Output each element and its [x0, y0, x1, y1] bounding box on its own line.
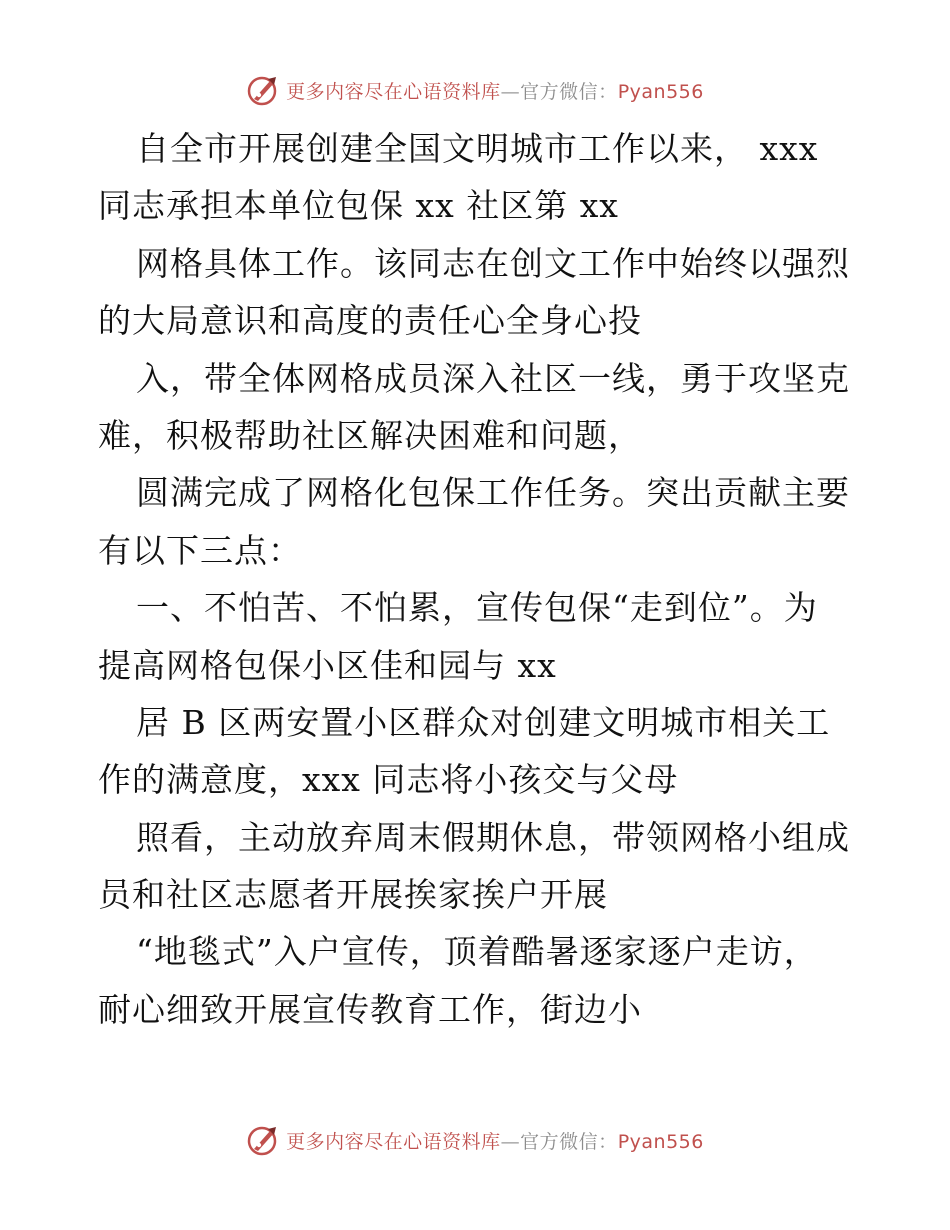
text-line: 网格具体工作。该同志在创文工作中始终以强烈 [136, 243, 850, 283]
banner-main-text: 更多内容尽在心语资料库 [286, 1130, 501, 1153]
quill-seal-icon [246, 1123, 280, 1157]
text-line: 照看，主动放弃周末假期休息，带领网格小组成 [136, 817, 850, 857]
banner-main-text: 更多内容尽在心语资料库 [286, 80, 501, 103]
banner-wechat-id: Pyan556 [617, 80, 704, 103]
banner-wechat-label: 官方微信： [520, 1130, 618, 1153]
text-line: 难，积极帮助社区解决困难和问题， [98, 415, 642, 455]
text-line: 员和社区志愿者开展挨家挨户开展 [98, 875, 608, 915]
banner-text [286, 1127, 704, 1154]
text-line: 自全市开展创建全国文明城市工作以来， xxx [136, 129, 819, 168]
banner-wechat-label: 官方微信： [520, 80, 618, 103]
banner-wechat-id: Pyan556 [617, 1130, 704, 1153]
text-line: 一、不怕苦、不怕累，宣传包保“走到位”。为 [136, 588, 818, 628]
text-line: 入，带全体网格成员深入社区一线，勇于攻坚克 [136, 358, 850, 398]
banner-separator: — [500, 80, 521, 103]
text-line: 有以下三点： [98, 530, 302, 570]
text-line: 作的满意度，xxx 同志将小孩交与父母 [98, 760, 679, 800]
text-line: 耐心细致开展宣传教育工作，街边小 [98, 989, 642, 1029]
text-line: “地毯式”入户宣传，顶着酷暑逐家逐户走访， [136, 932, 818, 972]
text-line: 同志承担本单位包保 xx 社区第 xx [98, 186, 619, 226]
banner-text [286, 77, 704, 104]
footer-banner [0, 1120, 950, 1160]
text-line: 的大局意识和高度的责任心全身心投 [98, 301, 642, 341]
banner-separator: — [500, 1130, 521, 1153]
header-banner [0, 70, 950, 110]
document-body [98, 120, 858, 1038]
text-line: 居 B 区两安置小区群众对创建文明城市相关工 [136, 702, 831, 742]
text-line: 提高网格包保小区佳和园与 xx [98, 645, 557, 685]
quill-seal-icon [246, 73, 280, 107]
text-line: 圆满完成了网格化包保工作任务。突出贡献主要 [136, 473, 850, 513]
